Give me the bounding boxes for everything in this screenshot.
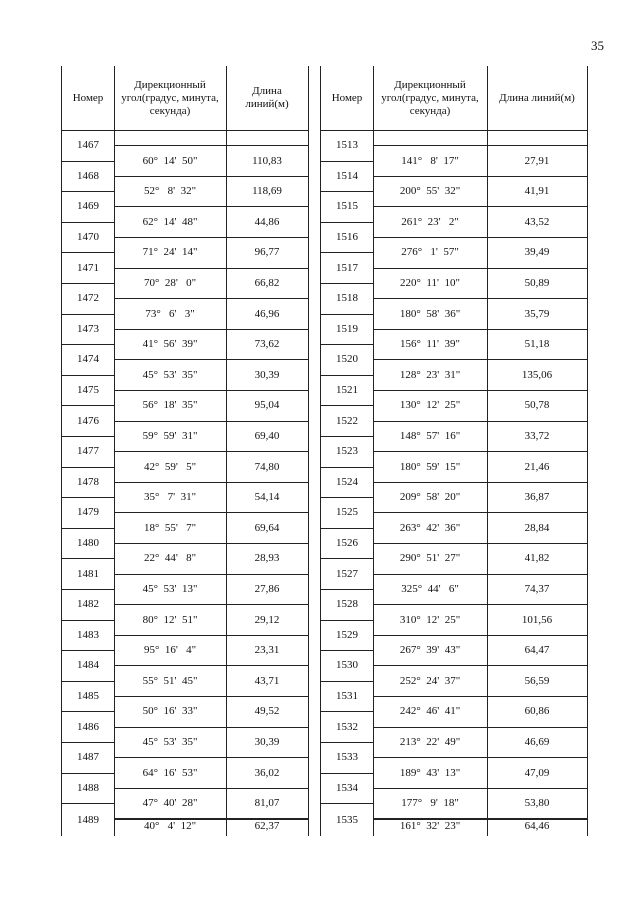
line-length-cell: 46,69 — [487, 727, 587, 759]
direction-angle-cell: 18° 55' 7" — [114, 513, 226, 545]
point-number-cell: 1520 — [321, 344, 373, 376]
direction-angle-cell: 189° 43' 13" — [373, 757, 487, 789]
point-number-cell: 1486 — [62, 711, 114, 743]
line-length-cell: 33,72 — [487, 421, 587, 453]
right-coordinates-table — [320, 66, 588, 836]
point-number-cell: 1479 — [62, 497, 114, 529]
table-header — [62, 66, 308, 131]
direction-angle-cell: 161° 32' 23" — [373, 819, 487, 833]
column-divider — [226, 66, 227, 836]
line-length-cell: 135,06 — [487, 360, 587, 392]
point-number-cell: 1487 — [62, 742, 114, 774]
point-number-cell: 1525 — [321, 497, 373, 529]
direction-angle-cell: 59° 59' 31" — [114, 421, 226, 453]
direction-angle-cell: 220° 11' 10" — [373, 268, 487, 300]
line-length-cell: 64,47 — [487, 635, 587, 667]
point-number-cell: 1470 — [62, 222, 114, 254]
point-number-cell: 1534 — [321, 773, 373, 805]
point-number-cell: 1513 — [321, 130, 373, 162]
point-number-cell: 1535 — [336, 813, 358, 826]
point-number-cell: 1483 — [62, 620, 114, 652]
line-length-cell: 39,49 — [487, 237, 587, 269]
direction-angle-cell: 209° 58' 20" — [373, 482, 487, 514]
line-length-cell: 46,96 — [226, 298, 308, 330]
row-separator — [373, 145, 587, 146]
line-length-cell: 56,59 — [487, 666, 587, 698]
point-number-cell: 1517 — [321, 252, 373, 284]
direction-angle-cell: 80° 12' 51" — [114, 604, 226, 636]
line-length-cell: 29,12 — [226, 604, 308, 636]
page-number: 35 — [591, 38, 604, 53]
point-number-cell: 1514 — [321, 161, 373, 193]
direction-angle-cell: 45° 53' 35" — [114, 360, 226, 392]
point-number-cell: 1519 — [321, 314, 373, 346]
point-number-cell: 1527 — [321, 558, 373, 590]
direction-angle-cell: 60° 14' 50" — [114, 145, 226, 177]
column-divider — [373, 66, 374, 836]
direction-angle-cell: 267° 39' 43" — [373, 635, 487, 667]
line-length-cell: 36,87 — [487, 482, 587, 514]
point-number-cell: 1468 — [62, 161, 114, 193]
point-number-cell: 1475 — [62, 375, 114, 407]
point-number-cell: 1523 — [321, 436, 373, 468]
line-length-cell: 60,86 — [487, 696, 587, 728]
direction-angle-cell: 42° 59' 5" — [114, 451, 226, 483]
point-number-cell: 1474 — [62, 344, 114, 376]
line-length-cell: 69,40 — [226, 421, 308, 453]
point-number-cell: 1522 — [321, 405, 373, 437]
point-number-cell: 1521 — [321, 375, 373, 407]
line-length-cell: 74,37 — [487, 574, 587, 606]
point-number-cell: 1482 — [62, 589, 114, 621]
point-number-cell: 1469 — [62, 191, 114, 223]
direction-angle-cell: 261° 23' 2" — [373, 207, 487, 239]
direction-angle-cell: 276° 1' 57" — [373, 237, 487, 269]
point-number-cell: 1477 — [62, 436, 114, 468]
point-number-cell: 1485 — [62, 681, 114, 713]
left-coordinates-table — [61, 66, 309, 836]
point-number-cell: 1526 — [321, 528, 373, 560]
header-angle: Дирекционный угол(градус, минута, секунда) — [121, 78, 219, 117]
point-number-cell: 1488 — [62, 773, 114, 805]
point-number-cell: 1484 — [62, 650, 114, 682]
point-number-cell: 1473 — [62, 314, 114, 346]
header-length: Длина линий(м) — [499, 91, 575, 104]
line-length-cell: 43,52 — [487, 207, 587, 239]
table-header — [321, 66, 587, 131]
direction-angle-cell: 213° 22' 49" — [373, 727, 487, 759]
line-length-cell: 30,39 — [226, 727, 308, 759]
point-number-cell: 1518 — [321, 283, 373, 315]
direction-angle-cell: 73° 6' 3" — [114, 298, 226, 330]
direction-angle-cell: 45° 53' 13" — [114, 574, 226, 606]
line-length-cell: 35,79 — [487, 298, 587, 330]
point-number-cell: 1531 — [321, 681, 373, 713]
point-number-cell: 1532 — [321, 711, 373, 743]
direction-angle-cell: 56° 18' 35" — [114, 390, 226, 422]
point-number-cell: 1480 — [62, 528, 114, 560]
line-length-cell: 110,83 — [226, 145, 308, 177]
line-length-cell: 74,80 — [226, 451, 308, 483]
point-number-cell: 1529 — [321, 620, 373, 652]
line-length-cell: 73,62 — [226, 329, 308, 361]
point-number-cell: 1478 — [62, 467, 114, 499]
direction-angle-cell: 325° 44' 6" — [373, 574, 487, 606]
direction-angle-cell: 52° 8' 32" — [114, 176, 226, 208]
point-number-cell: 1528 — [321, 589, 373, 621]
line-length-cell: 49,52 — [226, 696, 308, 728]
point-number-cell: 1515 — [321, 191, 373, 223]
line-length-cell: 96,77 — [226, 237, 308, 269]
direction-angle-cell: 242° 46' 41" — [373, 696, 487, 728]
header-length: Длина линий(м) — [245, 85, 289, 110]
row-separator — [114, 145, 308, 146]
direction-angle-cell: 310° 12' 25" — [373, 604, 487, 636]
direction-angle-cell: 290° 51' 27" — [373, 543, 487, 575]
direction-angle-cell: 95° 16' 4" — [114, 635, 226, 667]
direction-angle-cell: 141° 8' 17" — [373, 145, 487, 177]
direction-angle-cell: 41° 56' 39" — [114, 329, 226, 361]
line-length-cell: 21,46 — [487, 451, 587, 483]
line-length-cell: 95,04 — [226, 390, 308, 422]
line-length-cell: 66,82 — [226, 268, 308, 300]
column-divider — [114, 66, 115, 836]
point-number-cell: 1472 — [62, 283, 114, 315]
line-length-cell: 51,18 — [487, 329, 587, 361]
point-number-cell: 1471 — [62, 252, 114, 284]
direction-angle-cell: 35° 7' 31" — [114, 482, 226, 514]
line-length-cell: 47,09 — [487, 757, 587, 789]
point-number-cell: 1533 — [321, 742, 373, 774]
direction-angle-cell: 148° 57' 16" — [373, 421, 487, 453]
direction-angle-cell: 64° 16' 53" — [114, 757, 226, 789]
direction-angle-cell: 45° 53' 35" — [114, 727, 226, 759]
point-number-cell: 1530 — [321, 650, 373, 682]
point-number-cell: 1467 — [62, 130, 114, 162]
line-length-cell: 53,80 — [487, 788, 587, 820]
line-length-cell: 64,46 — [487, 819, 587, 833]
line-length-cell: 28,84 — [487, 513, 587, 545]
point-number-cell: 1489 — [77, 813, 99, 826]
line-length-cell: 41,91 — [487, 176, 587, 208]
line-length-cell: 62,37 — [226, 819, 308, 833]
line-length-cell: 50,89 — [487, 268, 587, 300]
direction-angle-cell: 128° 23' 31" — [373, 360, 487, 392]
direction-angle-cell: 180° 58' 36" — [373, 298, 487, 330]
direction-angle-cell: 22° 44' 8" — [114, 543, 226, 575]
line-length-cell: 27,91 — [487, 145, 587, 177]
line-length-cell: 43,71 — [226, 666, 308, 698]
line-length-cell: 44,86 — [226, 207, 308, 239]
column-divider — [487, 66, 488, 836]
line-length-cell: 54,14 — [226, 482, 308, 514]
direction-angle-cell: 156° 11' 39" — [373, 329, 487, 361]
direction-angle-cell: 180° 59' 15" — [373, 451, 487, 483]
direction-angle-cell: 40° 4' 12" — [114, 819, 226, 833]
point-number-cell: 1481 — [62, 558, 114, 590]
header-number: Номер — [331, 91, 363, 104]
direction-angle-cell: 62° 14' 48" — [114, 207, 226, 239]
line-length-cell: 69,64 — [226, 513, 308, 545]
line-length-cell: 23,31 — [226, 635, 308, 667]
line-length-cell: 50,78 — [487, 390, 587, 422]
point-number-cell: 1516 — [321, 222, 373, 254]
header-number: Номер — [72, 91, 104, 104]
header-angle: Дирекционный угол(градус, минута, секунда) — [381, 78, 479, 117]
direction-angle-cell: 263° 42' 36" — [373, 513, 487, 545]
line-length-cell: 27,86 — [226, 574, 308, 606]
line-length-cell: 36,02 — [226, 757, 308, 789]
line-length-cell: 118,69 — [226, 176, 308, 208]
direction-angle-cell: 70° 28' 0" — [114, 268, 226, 300]
line-length-cell: 101,56 — [487, 604, 587, 636]
line-length-cell: 28,93 — [226, 543, 308, 575]
direction-angle-cell: 55° 51' 45" — [114, 666, 226, 698]
line-length-cell: 41,82 — [487, 543, 587, 575]
direction-angle-cell: 200° 55' 32" — [373, 176, 487, 208]
line-length-cell: 30,39 — [226, 360, 308, 392]
direction-angle-cell: 177° 9' 18" — [373, 788, 487, 820]
direction-angle-cell: 252° 24' 37" — [373, 666, 487, 698]
direction-angle-cell: 47° 40' 28" — [114, 788, 226, 820]
line-length-cell: 81,07 — [226, 788, 308, 820]
direction-angle-cell: 130° 12' 25" — [373, 390, 487, 422]
direction-angle-cell: 71° 24' 14" — [114, 237, 226, 269]
point-number-cell: 1476 — [62, 405, 114, 437]
direction-angle-cell: 50° 16' 33" — [114, 696, 226, 728]
point-number-cell: 1524 — [321, 467, 373, 499]
